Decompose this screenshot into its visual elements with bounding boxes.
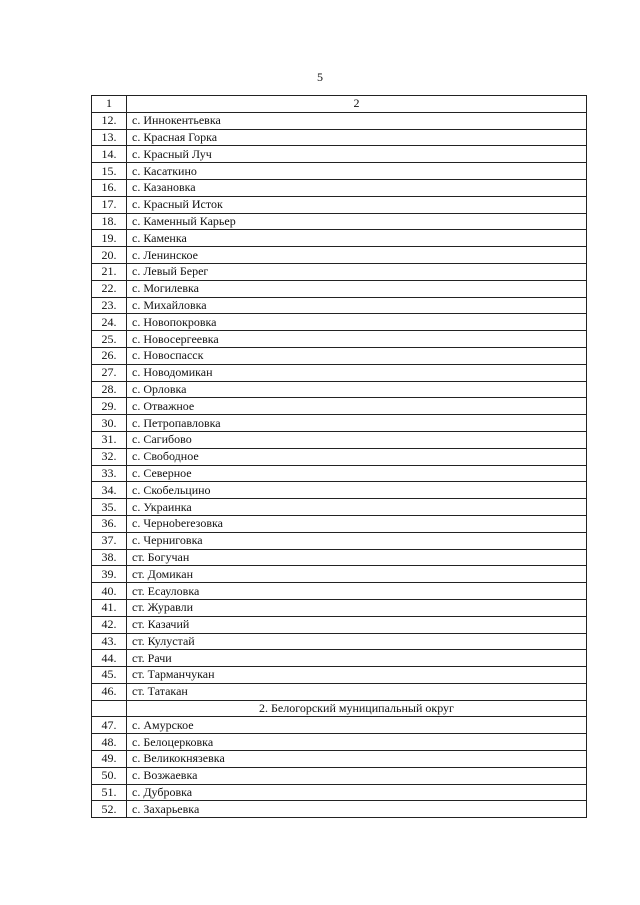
- table-row: [92, 146, 587, 163]
- settlement-name: с. Казановка: [127, 179, 587, 196]
- row-number: 33.: [92, 465, 127, 482]
- table-row: [92, 364, 587, 381]
- row-number: 31.: [92, 431, 127, 448]
- settlement-name: с. Красный Луч: [127, 146, 587, 163]
- row-number: 42.: [92, 616, 127, 633]
- table-row: [92, 717, 587, 734]
- table-row: [92, 515, 587, 532]
- row-number: 26.: [92, 347, 127, 364]
- section-empty-cell: [92, 700, 127, 717]
- table-row: [92, 280, 587, 297]
- row-number: 13.: [92, 129, 127, 146]
- settlement-name: ст. Кулустай: [127, 633, 587, 650]
- settlement-name: ст. Богучан: [127, 549, 587, 566]
- table-row: [92, 482, 587, 499]
- settlement-name: с. Красный Исток: [127, 196, 587, 213]
- settlement-name: с. Новосергеевка: [127, 331, 587, 348]
- table-row: [92, 347, 587, 364]
- row-number: 37.: [92, 532, 127, 549]
- settlement-name: с. Новодомикан: [127, 364, 587, 381]
- table-row: [92, 415, 587, 432]
- table-row: [92, 213, 587, 230]
- table-row: [92, 599, 587, 616]
- settlement-name: ст. Журавли: [127, 599, 587, 616]
- row-number: 20.: [92, 247, 127, 264]
- settlement-name: с. Черниговка: [127, 532, 587, 549]
- table-row: [92, 112, 587, 129]
- table-row: [92, 230, 587, 247]
- settlement-name: с. Отважное: [127, 398, 587, 415]
- row-number: 24.: [92, 314, 127, 331]
- row-number: 35.: [92, 499, 127, 516]
- table-header-row: [92, 96, 587, 113]
- row-number: 15.: [92, 163, 127, 180]
- table-row: [92, 801, 587, 818]
- header-col-number: 1: [92, 96, 127, 113]
- settlement-name: с. Красная Горка: [127, 129, 587, 146]
- table-row: [92, 247, 587, 264]
- table-row: [92, 381, 587, 398]
- page-number: 5: [317, 70, 323, 84]
- settlement-name: с. Белоцерковка: [127, 734, 587, 751]
- settlement-name: с. Иннокентьевка: [127, 112, 587, 129]
- settlement-name: с. Сагибово: [127, 431, 587, 448]
- table-row: [92, 549, 587, 566]
- row-number: 25.: [92, 331, 127, 348]
- settlement-name: с. Дубровка: [127, 784, 587, 801]
- row-number: 12.: [92, 112, 127, 129]
- table-row: [92, 448, 587, 465]
- table-row: [92, 465, 587, 482]
- settlement-name: с. Михайловка: [127, 297, 587, 314]
- settlement-name: ст. Домикан: [127, 566, 587, 583]
- table-row: [92, 784, 587, 801]
- settlement-name: с. Новоспасск: [127, 347, 587, 364]
- table-row: [92, 129, 587, 146]
- table-row: [92, 683, 587, 700]
- row-number: 46.: [92, 683, 127, 700]
- row-number: 38.: [92, 549, 127, 566]
- settlement-name: с. Возжаевка: [127, 767, 587, 784]
- row-number: 27.: [92, 364, 127, 381]
- settlement-name: с. Могилевка: [127, 280, 587, 297]
- table-row: [92, 751, 587, 768]
- settlement-name: с. Петропавловка: [127, 415, 587, 432]
- row-number: 47.: [92, 717, 127, 734]
- table-row: [92, 767, 587, 784]
- row-number: 34.: [92, 482, 127, 499]
- settlement-name: ст. Есауловка: [127, 583, 587, 600]
- table-row: [92, 398, 587, 415]
- settlement-name: с. Захарьевка: [127, 801, 587, 818]
- settlement-name: ст. Татакан: [127, 683, 587, 700]
- row-number: 32.: [92, 448, 127, 465]
- row-number: 39.: [92, 566, 127, 583]
- row-number: 21.: [92, 263, 127, 280]
- row-number: 41.: [92, 599, 127, 616]
- row-number: 40.: [92, 583, 127, 600]
- row-number: 29.: [92, 398, 127, 415]
- settlement-name: с. Каменный Карьер: [127, 213, 587, 230]
- table-row: [92, 734, 587, 751]
- settlement-name: с. Левый Берег: [127, 263, 587, 280]
- row-number: 18.: [92, 213, 127, 230]
- row-number: 45.: [92, 667, 127, 684]
- settlement-name: с. Орловка: [127, 381, 587, 398]
- row-number: 44.: [92, 650, 127, 667]
- row-number: 48.: [92, 734, 127, 751]
- table-row: [92, 196, 587, 213]
- settlement-name: с. Касаткино: [127, 163, 587, 180]
- settlement-name: с. Каменка: [127, 230, 587, 247]
- row-number: 36.: [92, 515, 127, 532]
- table-row: [92, 616, 587, 633]
- row-number: 51.: [92, 784, 127, 801]
- section-title: 2. Белогорский муниципальный округ: [127, 700, 587, 717]
- settlement-name: ст. Казачий: [127, 616, 587, 633]
- row-number: 19.: [92, 230, 127, 247]
- settlement-name: с. Свободное: [127, 448, 587, 465]
- table-row: [92, 633, 587, 650]
- row-number: 23.: [92, 297, 127, 314]
- row-number: 49.: [92, 751, 127, 768]
- table-row: [92, 667, 587, 684]
- row-number: 16.: [92, 179, 127, 196]
- table-row: [92, 566, 587, 583]
- table-row: [92, 431, 587, 448]
- row-number: 22.: [92, 280, 127, 297]
- table-row: [92, 297, 587, 314]
- table-row: [92, 263, 587, 280]
- row-number: 30.: [92, 415, 127, 432]
- table-row: [92, 179, 587, 196]
- table-row: [92, 583, 587, 600]
- settlement-name: с. Украинка: [127, 499, 587, 516]
- settlement-name: с. Северное: [127, 465, 587, 482]
- settlement-name: с. Новопокровка: [127, 314, 587, 331]
- table-row: [92, 331, 587, 348]
- settlement-name: ст. Рачи: [127, 650, 587, 667]
- settlement-name: с. Амурское: [127, 717, 587, 734]
- row-number: 17.: [92, 196, 127, 213]
- settlement-name: с. Ленинское: [127, 247, 587, 264]
- row-number: 14.: [92, 146, 127, 163]
- row-number: 43.: [92, 633, 127, 650]
- row-number: 52.: [92, 801, 127, 818]
- table-row: [92, 499, 587, 516]
- row-number: 50.: [92, 767, 127, 784]
- table-body: [92, 112, 587, 817]
- settlements-table: [91, 95, 587, 818]
- settlement-name: ст. Тарманчукан: [127, 667, 587, 684]
- settlement-name: с. Великокнязевка: [127, 751, 587, 768]
- table-row: [92, 163, 587, 180]
- table-row: [92, 650, 587, 667]
- settlement-name: с. Скобельцино: [127, 482, 587, 499]
- row-number: 28.: [92, 381, 127, 398]
- section-row: [92, 700, 587, 717]
- table-row: [92, 532, 587, 549]
- table-row: [92, 314, 587, 331]
- settlement-name: с. Чернoberезовка: [127, 515, 587, 532]
- header-col-name: 2: [127, 96, 587, 113]
